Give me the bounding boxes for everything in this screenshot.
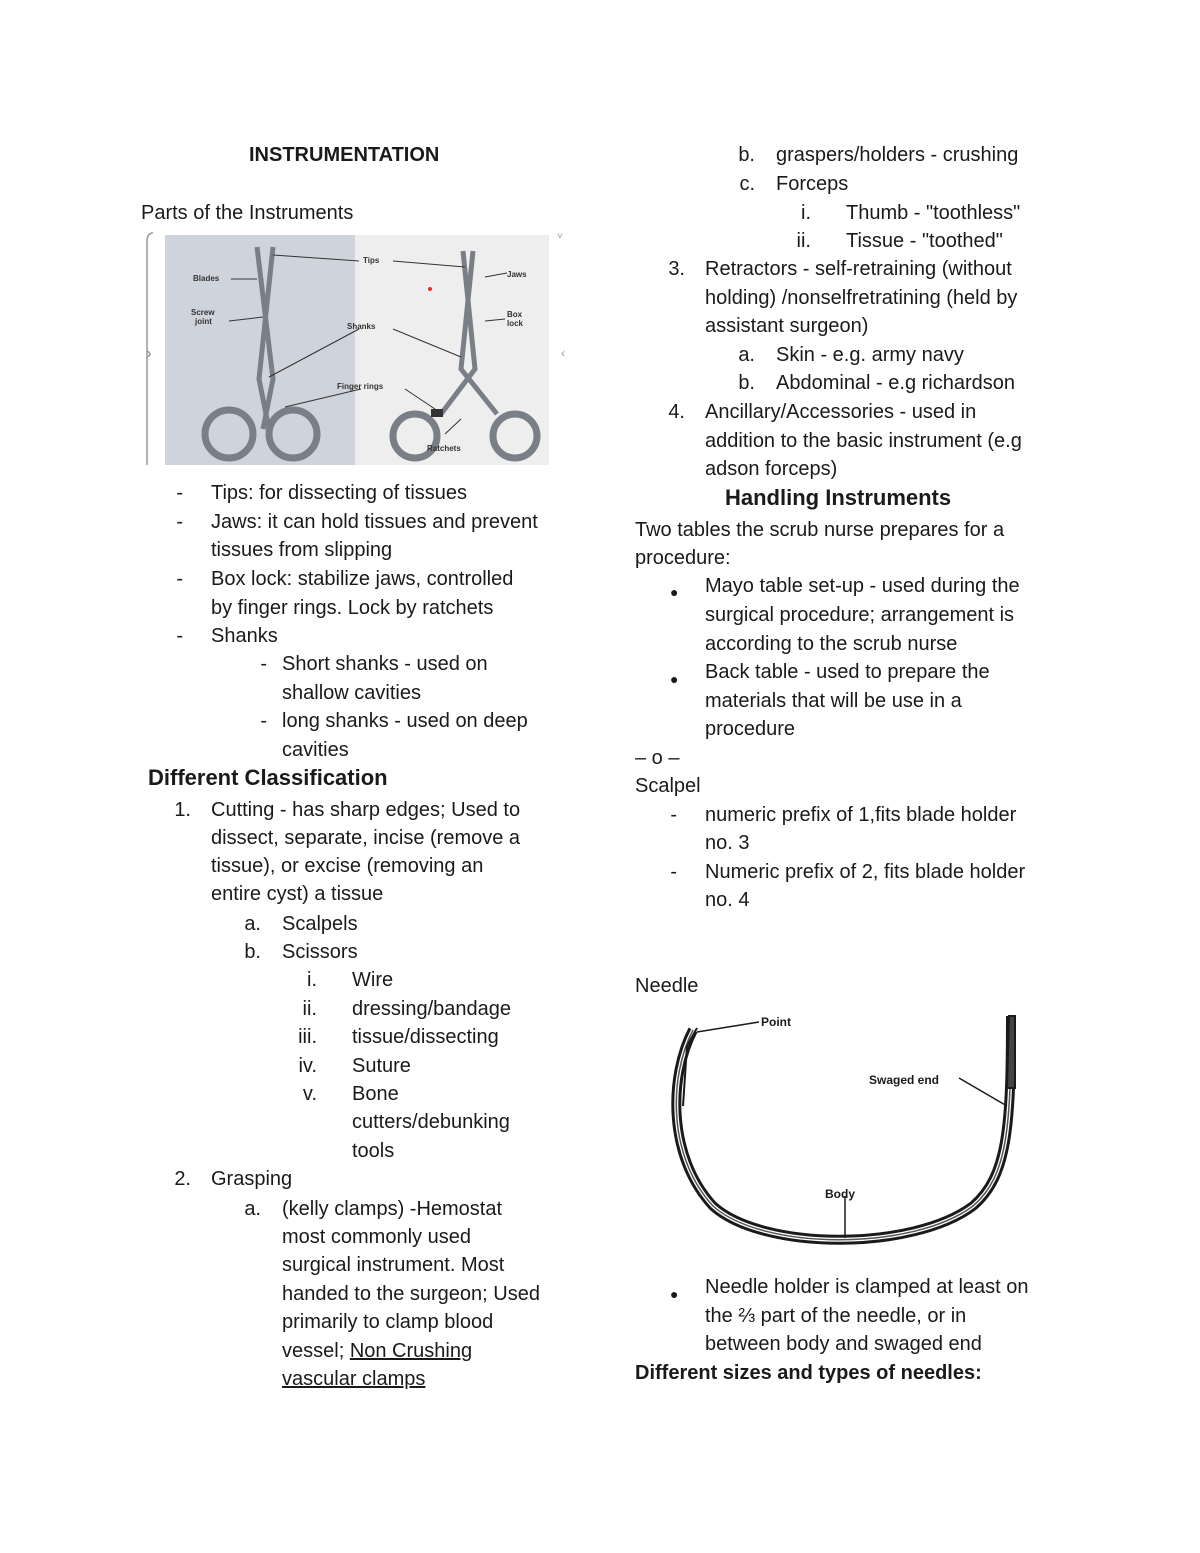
list-item: Retractors - self-retraining (without bbox=[705, 258, 1012, 280]
list-item: Cutting - has sharp edges; Used to bbox=[211, 799, 521, 821]
list-item-cont: entire cyst) a tissue bbox=[211, 883, 384, 905]
list-marker: iv. bbox=[298, 1055, 317, 1077]
list-marker: i. bbox=[307, 969, 317, 991]
list-item-cont: holding) /nonselfretratining (held by bbox=[705, 287, 1018, 309]
list-item: Scissors bbox=[282, 941, 358, 963]
list-item-cont: shallow cavities bbox=[282, 682, 421, 704]
list-item: Numeric prefix of 2, fits blade holder bbox=[705, 861, 1026, 883]
list-marker: - bbox=[176, 482, 183, 504]
list-marker: 1. bbox=[174, 799, 191, 821]
list-marker: - bbox=[670, 804, 677, 826]
fig-label-screw-joint-1: Screw bbox=[191, 308, 215, 317]
bullet-icon: ● bbox=[670, 671, 679, 687]
list-marker: ii. bbox=[302, 998, 317, 1020]
list-item-cont: cavities bbox=[282, 739, 349, 761]
list-item-cont: tissues from slipping bbox=[211, 539, 393, 561]
list-item: Tissue - "toothed" bbox=[846, 230, 1003, 252]
list-item: Wire bbox=[352, 969, 394, 991]
list-marker: - bbox=[260, 653, 267, 675]
list-item-cont: according to the scrub nurse bbox=[705, 633, 958, 655]
fig-label-box-lock-2: lock bbox=[507, 319, 524, 328]
list-item-cont: no. 3 bbox=[705, 832, 750, 854]
needle-label-body: Body bbox=[825, 1187, 855, 1201]
svg-text:‹: ‹ bbox=[561, 346, 565, 360]
list-item: Bone bbox=[352, 1083, 399, 1105]
fig-label-tips: Tips bbox=[363, 256, 380, 265]
parts-heading: Parts of the Instruments bbox=[141, 202, 354, 224]
fig-label-screw-joint-2: joint bbox=[195, 317, 212, 326]
list-item: graspers/holders - crushing bbox=[776, 144, 1019, 166]
fig-label-jaws: Jaws bbox=[507, 270, 527, 279]
handling-intro-cont: procedure: bbox=[635, 547, 731, 569]
list-item: Back table - used to prepare the bbox=[705, 661, 990, 683]
handling-heading: Handling Instruments bbox=[725, 485, 952, 510]
list-item: Abdominal - e.g richardson bbox=[776, 372, 1016, 394]
text-prefix: vessel; bbox=[282, 1340, 350, 1362]
underlined-text: vascular clamps bbox=[282, 1368, 426, 1390]
scalpel-heading: Scalpel bbox=[635, 775, 701, 797]
list-item: Suture bbox=[352, 1055, 411, 1077]
list-marker: - bbox=[260, 710, 267, 732]
list-marker: a. bbox=[244, 1198, 261, 1220]
list-item: tissue/dissecting bbox=[352, 1026, 499, 1048]
bullet-icon: ● bbox=[670, 584, 679, 600]
list-item-cont: addition to the basic instrument (e.g bbox=[705, 430, 1022, 452]
list-item: Jaws: it can hold tissues and prevent bbox=[211, 511, 538, 533]
fig-label-ratchets: Ratchets bbox=[427, 444, 461, 453]
list-item-cont: procedure bbox=[705, 718, 796, 740]
list-item-cont: materials that will be use in a bbox=[705, 690, 962, 712]
fig-label-finger-rings: Finger rings bbox=[337, 382, 384, 391]
list-item: Box lock: stabilize jaws, controlled bbox=[211, 568, 514, 590]
classification-heading: Different Classification bbox=[148, 765, 388, 790]
list-item: Grasping bbox=[211, 1168, 293, 1190]
list-item: Shanks bbox=[211, 625, 278, 647]
needle-label-point: Point bbox=[761, 1015, 791, 1029]
list-item: Ancillary/Accessories - used in bbox=[705, 401, 977, 423]
list-item: long shanks - used on deep bbox=[282, 710, 528, 732]
list-item: Thumb - "toothless" bbox=[846, 202, 1021, 224]
list-marker: 2. bbox=[174, 1168, 191, 1190]
list-marker: a. bbox=[738, 344, 755, 366]
list-item-cont: surgical instrument. Most bbox=[282, 1254, 505, 1276]
underlined-text: Non Crushing bbox=[349, 1340, 473, 1362]
needle-image bbox=[663, 1006, 1053, 1256]
list-item: Scalpels bbox=[282, 913, 358, 935]
list-item-cont bbox=[282, 1337, 472, 1366]
list-marker: - bbox=[176, 625, 183, 647]
list-item: Tips: for dissecting of tissues bbox=[211, 482, 468, 504]
list-marker: 3. bbox=[668, 258, 685, 280]
list-item: Mayo table set-up - used during the bbox=[705, 575, 1020, 597]
list-marker: iii. bbox=[298, 1026, 317, 1048]
list-item: Needle holder is clamped at least on bbox=[705, 1276, 1029, 1298]
list-item-cont: by finger rings. Lock by ratchets bbox=[211, 597, 494, 619]
list-item-cont: no. 4 bbox=[705, 889, 750, 911]
needle-figure bbox=[663, 1006, 1053, 1256]
list-marker: b. bbox=[244, 941, 261, 963]
separator: – o – bbox=[635, 747, 680, 769]
svg-text:˅: ˅ bbox=[557, 231, 563, 242]
list-marker: c. bbox=[739, 173, 755, 195]
list-item-cont: handed to the surgeon; Used bbox=[282, 1283, 540, 1305]
list-item: Short shanks - used on bbox=[282, 653, 488, 675]
list-item: numeric prefix of 1,fits blade holder bbox=[705, 804, 1017, 826]
list-item-cont: primarily to clamp blood bbox=[282, 1311, 494, 1333]
list-item-cont: between body and swaged end bbox=[705, 1333, 982, 1355]
list-marker: ii. bbox=[796, 230, 811, 252]
needle-sizes-heading: Different sizes and types of needles: bbox=[635, 1362, 982, 1384]
fig-label-shanks: Shanks bbox=[347, 322, 376, 331]
list-item: dressing/bandage bbox=[352, 998, 512, 1020]
bullet-icon: ● bbox=[670, 1286, 679, 1302]
list-marker: i. bbox=[801, 202, 811, 224]
fig-label-blades: Blades bbox=[193, 274, 220, 283]
list-marker: - bbox=[176, 568, 183, 590]
needle-heading: Needle bbox=[635, 975, 699, 997]
list-item-cont: the ⅔ part of the needle, or in bbox=[705, 1305, 967, 1327]
list-marker: 4. bbox=[668, 401, 685, 423]
fig-label-box-lock-1: Box bbox=[507, 310, 523, 319]
instrument-parts-image bbox=[145, 229, 570, 469]
list-item-cont: cutters/debunking bbox=[352, 1111, 510, 1133]
list-item: Forceps bbox=[776, 173, 849, 195]
list-item: Skin - e.g. army navy bbox=[776, 344, 964, 366]
list-item-cont: dissect, separate, incise (remove a bbox=[211, 827, 521, 849]
list-item-cont: most commonly used bbox=[282, 1226, 471, 1248]
instrument-parts-figure bbox=[145, 229, 570, 469]
document-title: INSTRUMENTATION bbox=[249, 144, 440, 166]
list-marker: - bbox=[176, 511, 183, 533]
list-marker: a. bbox=[244, 913, 261, 935]
list-item-cont: adson forceps) bbox=[705, 458, 838, 480]
needle-label-swaged-end: Swaged end bbox=[869, 1073, 940, 1087]
list-marker: b. bbox=[738, 372, 755, 394]
list-item-cont: surgical procedure; arrangement is bbox=[705, 604, 1015, 626]
list-item-cont: assistant surgeon) bbox=[705, 315, 869, 337]
list-item-cont: tools bbox=[352, 1140, 395, 1162]
handling-intro: Two tables the scrub nurse prepares for a bbox=[635, 519, 1005, 541]
list-marker: v. bbox=[302, 1083, 317, 1105]
list-item-cont: tissue), or excise (removing an bbox=[211, 855, 484, 877]
list-item: (kelly clamps) -Hemostat bbox=[282, 1198, 503, 1220]
list-marker: - bbox=[670, 861, 677, 883]
list-marker: b. bbox=[738, 144, 755, 166]
